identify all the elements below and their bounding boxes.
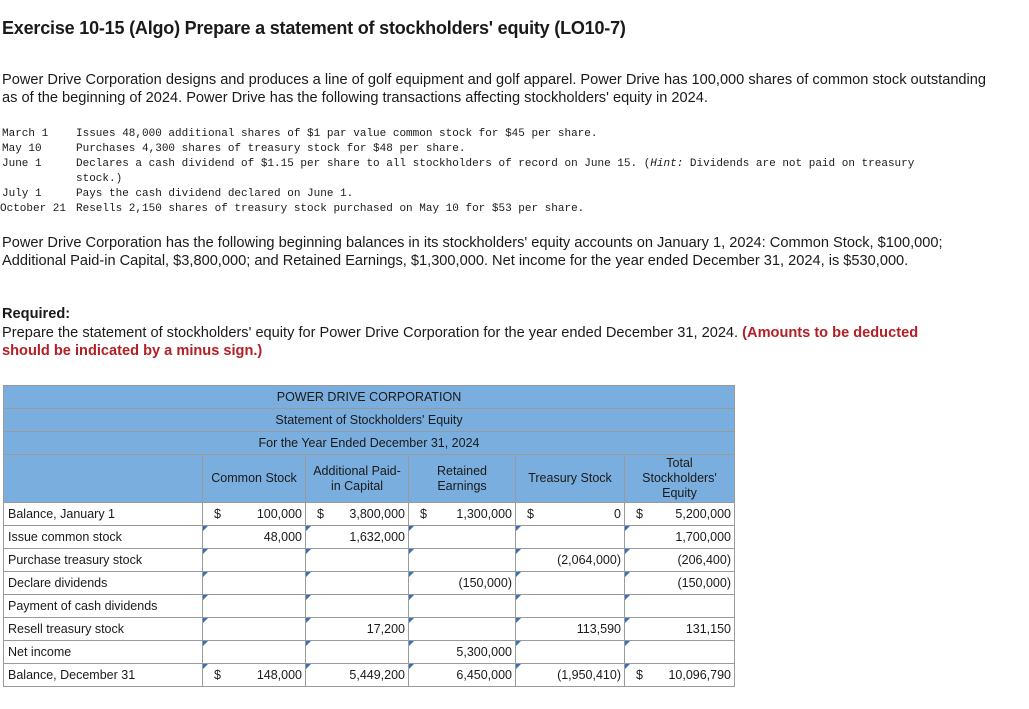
table-row bbox=[4, 549, 735, 572]
amount-cell[interactable] bbox=[625, 641, 735, 664]
amount-cell[interactable] bbox=[516, 641, 625, 664]
amount-cell[interactable] bbox=[409, 618, 516, 641]
transaction-item: July 1 Pays the cash dividend declared on June 1. bbox=[2, 188, 354, 200]
amount-cell[interactable]: (206,400) bbox=[625, 549, 735, 572]
amount-cell[interactable]: 17,200 bbox=[306, 618, 409, 641]
amount-cell[interactable] bbox=[306, 549, 409, 572]
amount-cell[interactable]: (1,950,410) bbox=[516, 664, 625, 687]
amount-cell[interactable] bbox=[516, 572, 625, 595]
amount-cell[interactable]: 5,300,000 bbox=[409, 641, 516, 664]
amount-cell: $ 1,300,000 bbox=[409, 503, 516, 526]
transaction-item: October 21 Resells 2,150 shares of treasury stock purchased on May 10 for $53 per share. bbox=[0, 203, 585, 215]
amount-cell: $ 5,200,000 bbox=[625, 503, 735, 526]
table-row bbox=[4, 618, 735, 641]
statement-name: Statement of Stockholders' Equity bbox=[4, 409, 735, 432]
amount-cell[interactable] bbox=[409, 526, 516, 549]
required-text: Prepare the statement of stockholders' equity for Power Drive Corporation for the year ended December 31, 2024. (Amounts to be deducted should be indicated by a minus sign.) bbox=[2, 325, 919, 359]
amount-cell[interactable]: $ 10,096,790 bbox=[625, 664, 735, 687]
table-row bbox=[4, 641, 735, 664]
amount-cell[interactable]: 1,632,000 bbox=[306, 526, 409, 549]
page-title: Exercise 10-15 (Algo) Prepare a statement of stockholders' equity (LO10-7) bbox=[2, 18, 626, 38]
row-label: Balance, December 31 bbox=[4, 664, 203, 687]
statement-company: POWER DRIVE CORPORATION bbox=[4, 386, 735, 409]
required-heading: Required: bbox=[2, 306, 71, 322]
amount-cell[interactable] bbox=[203, 572, 306, 595]
amount-cell: $ 0 bbox=[516, 503, 625, 526]
amount-cell[interactable] bbox=[203, 595, 306, 618]
amount-cell[interactable]: $ 148,000 bbox=[203, 664, 306, 687]
required-note: (Amounts to be deducted should be indicated by a minus sign.) bbox=[2, 325, 919, 359]
balances-paragraph: Power Drive Corporation has the following beginning balances in its stockholders' equity accounts on January 1, 2024: Common Stock, $100,000; Additional Paid-in Capital, $3,800,000; and Retained Earnings, $1,300,000. Net income for the year ended December 31, 2024, is $530,000. bbox=[2, 235, 943, 269]
table-row bbox=[4, 526, 735, 549]
transactions-list bbox=[2, 127, 936, 217]
col-apic: Additional Paid-in Capital bbox=[306, 455, 409, 503]
amount-cell[interactable] bbox=[409, 595, 516, 618]
row-label: Balance, January 1 bbox=[4, 503, 203, 526]
row-label: Purchase treasury stock bbox=[4, 549, 203, 572]
amount-cell[interactable]: 6,450,000 bbox=[409, 664, 516, 687]
amount-cell[interactable]: 113,590 bbox=[516, 618, 625, 641]
amount-cell[interactable]: 48,000 bbox=[203, 526, 306, 549]
col-total-equity: Total Stockholders' Equity bbox=[625, 455, 735, 503]
transaction-item: May 10 Purchases 4,300 shares of treasury stock for $48 per share. bbox=[2, 143, 466, 155]
amount-cell[interactable] bbox=[516, 526, 625, 549]
table-row bbox=[4, 595, 735, 618]
table-row bbox=[4, 572, 735, 595]
statement-table bbox=[3, 385, 735, 687]
table-row bbox=[4, 503, 735, 526]
row-label: Payment of cash dividends bbox=[4, 595, 203, 618]
amount-cell[interactable]: 1,700,000 bbox=[625, 526, 735, 549]
amount-cell[interactable]: 5,449,200 bbox=[306, 664, 409, 687]
table-row bbox=[4, 664, 735, 687]
col-common-stock: Common Stock bbox=[203, 455, 306, 503]
amount-cell[interactable]: (150,000) bbox=[409, 572, 516, 595]
amount-cell: $ 3,800,000 bbox=[306, 503, 409, 526]
row-label: Net income bbox=[4, 641, 203, 664]
amount-cell[interactable] bbox=[306, 595, 409, 618]
amount-cell[interactable] bbox=[306, 572, 409, 595]
transaction-item: March 1 Issues 48,000 additional shares of $1 par value common stock for $45 per share. bbox=[2, 128, 598, 140]
amount-cell[interactable] bbox=[516, 595, 625, 618]
amount-cell[interactable] bbox=[203, 549, 306, 572]
row-label: Resell treasury stock bbox=[4, 618, 203, 641]
amount-cell[interactable] bbox=[625, 595, 735, 618]
amount-cell: $ 100,000 bbox=[203, 503, 306, 526]
intro-paragraph: Power Drive Corporation designs and produces a line of golf equipment and golf apparel. Power Drive has 100,000 shares of common stock outstanding as of the beginning of 2024. Power Drive has the following transactions affecting stockholders' equity in 2024. bbox=[2, 72, 987, 106]
amount-cell[interactable] bbox=[409, 549, 516, 572]
amount-cell[interactable] bbox=[203, 641, 306, 664]
transaction-item: June 1 Declares a cash dividend of $1.15 per share to all stockholders of record on June 15. (Hint: Dividends are not paid on treasury stock.) bbox=[2, 158, 915, 185]
row-label: Declare dividends bbox=[4, 572, 203, 595]
amount-cell[interactable] bbox=[203, 618, 306, 641]
amount-cell[interactable]: 131,150 bbox=[625, 618, 735, 641]
amount-cell[interactable]: (2,064,000) bbox=[516, 549, 625, 572]
amount-cell[interactable]: (150,000) bbox=[625, 572, 735, 595]
amount-cell[interactable] bbox=[306, 641, 409, 664]
col-treasury-stock: Treasury Stock bbox=[516, 455, 625, 503]
row-label: Issue common stock bbox=[4, 526, 203, 549]
col-retained-earnings: Retained Earnings bbox=[409, 455, 516, 503]
statement-period: For the Year Ended December 31, 2024 bbox=[4, 432, 735, 455]
